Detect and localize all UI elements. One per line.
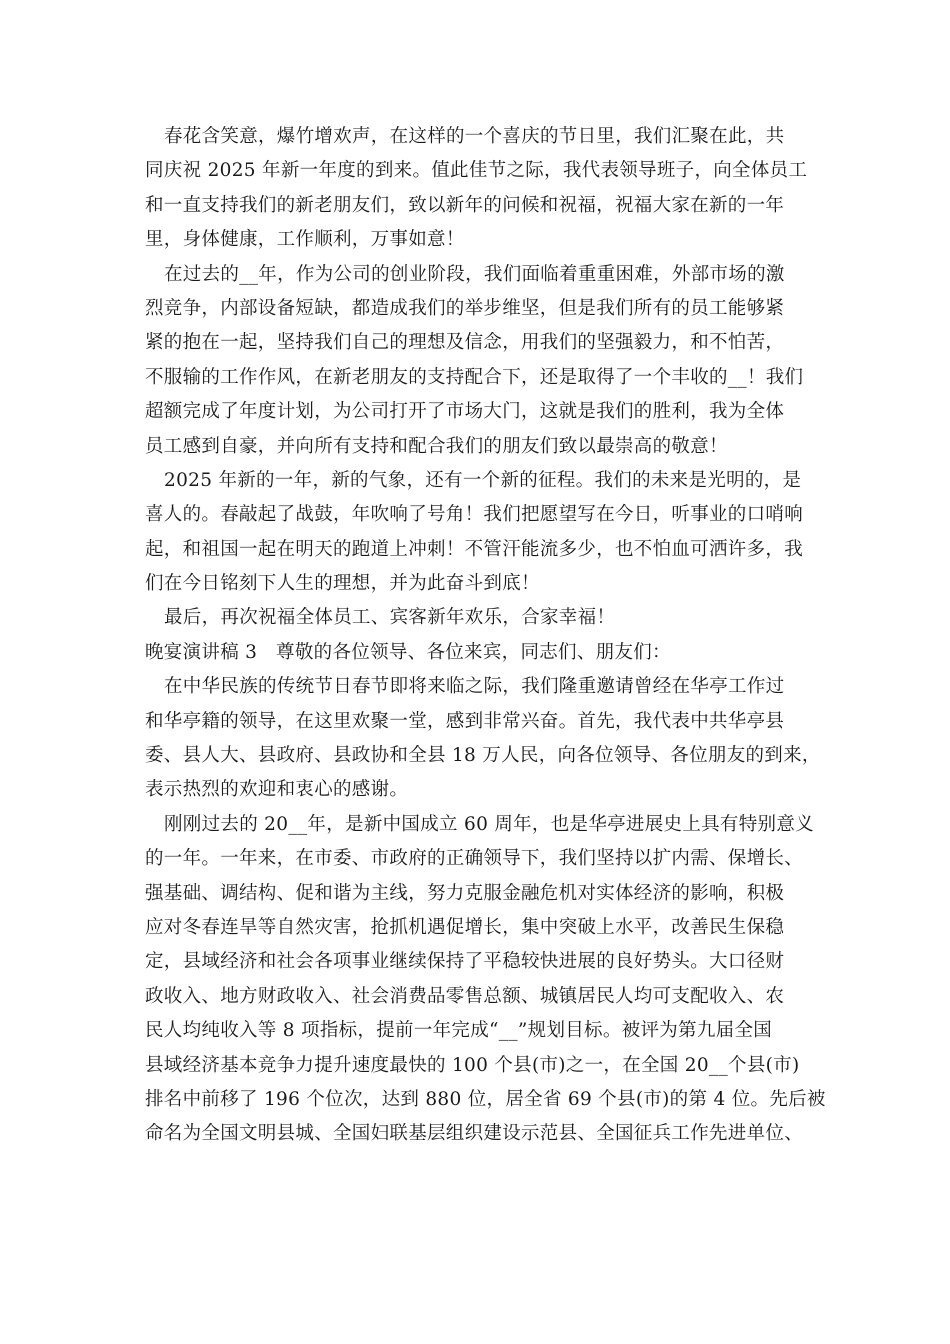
text-line: 里，身体健康，工作顺利，万事如意！ — [145, 229, 465, 251]
text-line: 晚宴演讲稿 3 尊敬的各位领导、各位来宾，同志们、朋友们： — [145, 641, 671, 663]
text-line: 在中华民族的传统节日春节即将来临之际，我们隆重邀请曾经在华亭工作过 — [164, 676, 785, 698]
text-line: 最后，再次祝福全体员工、宾客新年欢乐，合家幸福！ — [164, 607, 616, 629]
text-line: 政收入、地方财政收入、社会消费品零售总额、城镇居民人均可支配收入、农 — [145, 985, 785, 1007]
text-line: 春花含笑意，爆竹增欢声，在这样的一个喜庆的节日里，我们汇聚在此，共 — [164, 126, 785, 147]
text-line: 紧的抱在一起，坚持我们自己的理想及信念，用我们的坚强毅力，和不怕苦， — [145, 332, 785, 354]
text-line: 的一年。一年来，在市委、市政府的正确领导下，我们坚持以扩内需、保增长、 — [145, 848, 804, 870]
text-line: 同庆祝 2025 年新一年度的到来。值此佳节之际，我代表领导班子，向全体员工 — [145, 160, 808, 182]
text-line: 喜人的。春敲起了战鼓，年吹响了号角！我们把愿望写在今日，听事业的口哨响 — [145, 504, 804, 526]
text-line: 表示热烈的欢迎和衷心的感谢。 — [145, 779, 409, 801]
text-line: 烈竞争，内部设备短缺，都造成我们的举步维坚，但是我们所有的员工能够紧 — [145, 297, 785, 319]
text-line: 员工感到自豪，并向所有支持和配合我们的朋友们致以最崇高的敬意！ — [145, 435, 728, 457]
text-line: 2025 年新的一年，新的气象，还有一个新的征程。我们的未来是光明的，是 — [164, 469, 802, 491]
text-line: 和一直支持我们的新老朋友们，致以新年的问候和祝福，祝福大家在新的一年 — [145, 194, 785, 216]
text-line: 不服输的工作作风，在新老朋友的支持配合下，还是取得了一个丰收的__！我们 — [145, 366, 804, 388]
text-line: 强基础、调结构、促和谐为主线，努力克服金融危机对实体经济的影响，积极 — [145, 882, 785, 904]
text-line: 和华亭籍的领导，在这里欢聚一堂，感到非常兴奋。首先，我代表中共华亭县 — [145, 710, 785, 732]
text-line: 排名中前移了 196 个位次，达到 880 位，居全省 69 个县(市)的第 4 位。先后被 — [145, 1088, 826, 1110]
text-line: 起，和祖国一起在明天的跑道上冲刺！不管汗能流多少，也不怕血可洒许多，我 — [145, 538, 804, 560]
text-line: 应对冬春连旱等自然灾害，抢抓机遇促增长，集中突破上水平，改善民生保稳 — [145, 916, 785, 938]
text-line: 在过去的__年，作为公司的创业阶段，我们面临着重重困难，外部市场的激 — [164, 263, 785, 285]
document-body — [145, 120, 826, 1152]
text-line: 民人均纯收入等 8 项指标，提前一年完成“__”规划目标。被评为第九届全国 — [145, 1020, 773, 1042]
text-line: 定，县域经济和社会各项事业继续保持了平稳较快进展的良好势头。大口径财 — [145, 951, 785, 973]
text-line: 超额完成了年度计划，为公司打开了市场大门，这就是我们的胜利，我为全体 — [145, 401, 785, 423]
text-line: 命名为全国文明县城、全国妇联基层组织建设示范县、全国征兵工作先进单位、 — [145, 1123, 804, 1145]
text-line: 县域经济基本竞争力提升速度最快的 100 个县(市)之一，在全国 20__个县(市) — [145, 1054, 800, 1076]
text-line: 刚刚过去的 20__年，是新中国成立 60 周年，也是华亭进展史上具有特别意义 — [164, 813, 814, 835]
text-line: 委、县人大、县政府、县政协和全县 18 万人民，向各位领导、各位朋友的到来， — [145, 745, 821, 767]
text-line: 们在今日铭刻下人生的理想，并为此奋斗到底！ — [145, 573, 540, 595]
